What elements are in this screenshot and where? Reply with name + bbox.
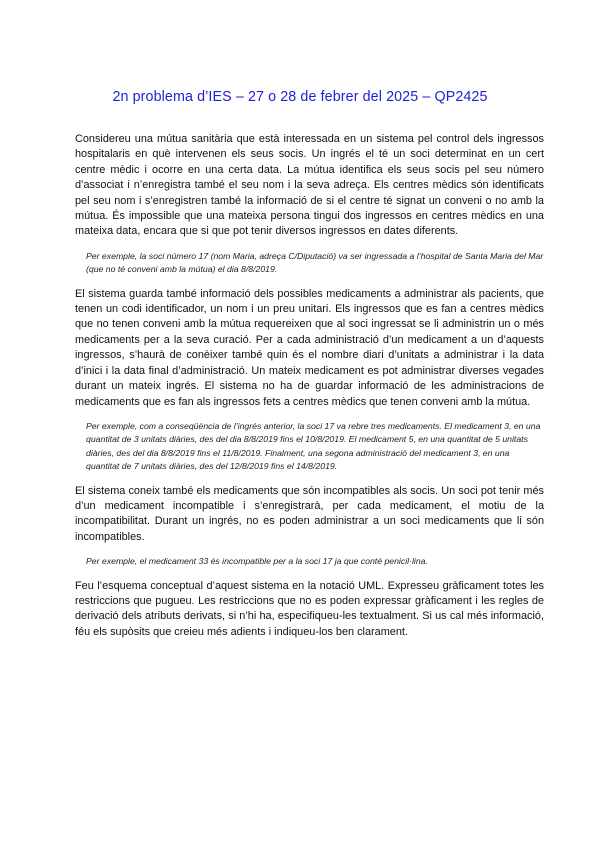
paragraph-incompatibilitats: El sistema coneix també els medicaments que són incompatibles als socis. Un soci pot tenir més d’un medicament incompatible i s’enregistrarà, per cada medicament, el motiu de la incompatibilitat. Durant un ingrés, no es poden administrar a un soci medicaments que li són incompatibles. [75, 484, 544, 543]
example-administracions: Per exemple, com a conseqüència de l’ingrés anterior, la soci 17 va rebre tres medicaments. El medicament 3, en una quantitat de 3 unitats diàries, des del dia 8/8/2019 fins el 10/8/2019. El medicament 5, en una quantitat de 5 unitats diàries, des del dia 8/8/2019 fins el 11/8/2019. Finalment, una segona administració del medicament 3, en una quantitat de 7 unitats diàries, des del 12/8/2019 fins el 14/8/2019. [86, 420, 541, 472]
document-title: 2n problema d’IES – 27 o 28 de febrer del 2025 – QP2425 [112, 89, 488, 105]
paragraph-medicaments: El sistema guarda també informació dels possibles medicaments a administrar als pacients, que tenen un codi identificador, un nom i un preu unitari. Els ingressos que es fan a centres mèdics que no tenen conveni amb la mútua requereixen que al soci ingressat se li administrin un o més medicaments per a la seva curació. Per a cada administració d’un medicament a un d’aquests ingressos, s’haurà de conèixer també quin és el nombre diari d’unitats a administrar i la data d’inici i la data final d’administració. Un mateix medicament es pot administrar diverses vegades durant un mateix ingrés. El sistema no ha de guardar informació de les administracions de medicaments que es fan als ingressos fets a centres mèdics que tenen conveni amb la mútua. [75, 287, 544, 408]
paragraph-intro: Considereu una mútua sanitària que està interessada en un sistema pel control dels ingressos hospitalaris en què intervenen els seus socis. Un ingrés el té un soci determinat en un cert centre mèdic i ocorre en una certa data. La mútua identifica els seus socis pel seu número d’associat i n’enregistra també el seu nom i la seva adreça. Els centres mèdics són identificats pel seu nom i s’enregistren també la informació de si el centre té signat un conveni o no amb la mútua. És impossible que una mateixa persona tingui dos ingressos en centres mèdics en una mateixa data, encara que si que pot tenir diversos ingressos en dates diferents. [75, 133, 544, 238]
example-ingres: Per exemple, la soci número 17 (nom Maria, adreça C/Diputació) va ser ingressada a l’hospital de Santa Maria del Mar (que no té conveni amb la mútua) el dia 8/8/2019. [86, 250, 544, 275]
paragraph-instructions: Feu l’esquema conceptual d’aquest sistema en la notació UML. Expresseu gràficament totes les restriccions que pugueu. Les restriccions que no es poden expressar gràficament i les regles de derivació dels atributs derivats, si n’hi ha, especifiqueu-les textualment. Si us cal més informació, féu els supòsits que creieu més adients i indiqueu-los ben clarament. [75, 579, 544, 638]
document-body [75, 132, 544, 650]
example-incompatibilitat: Per exemple, el medicament 33 és incompatible per a la soci 17 ja que conté penicil·lina. [86, 556, 428, 567]
